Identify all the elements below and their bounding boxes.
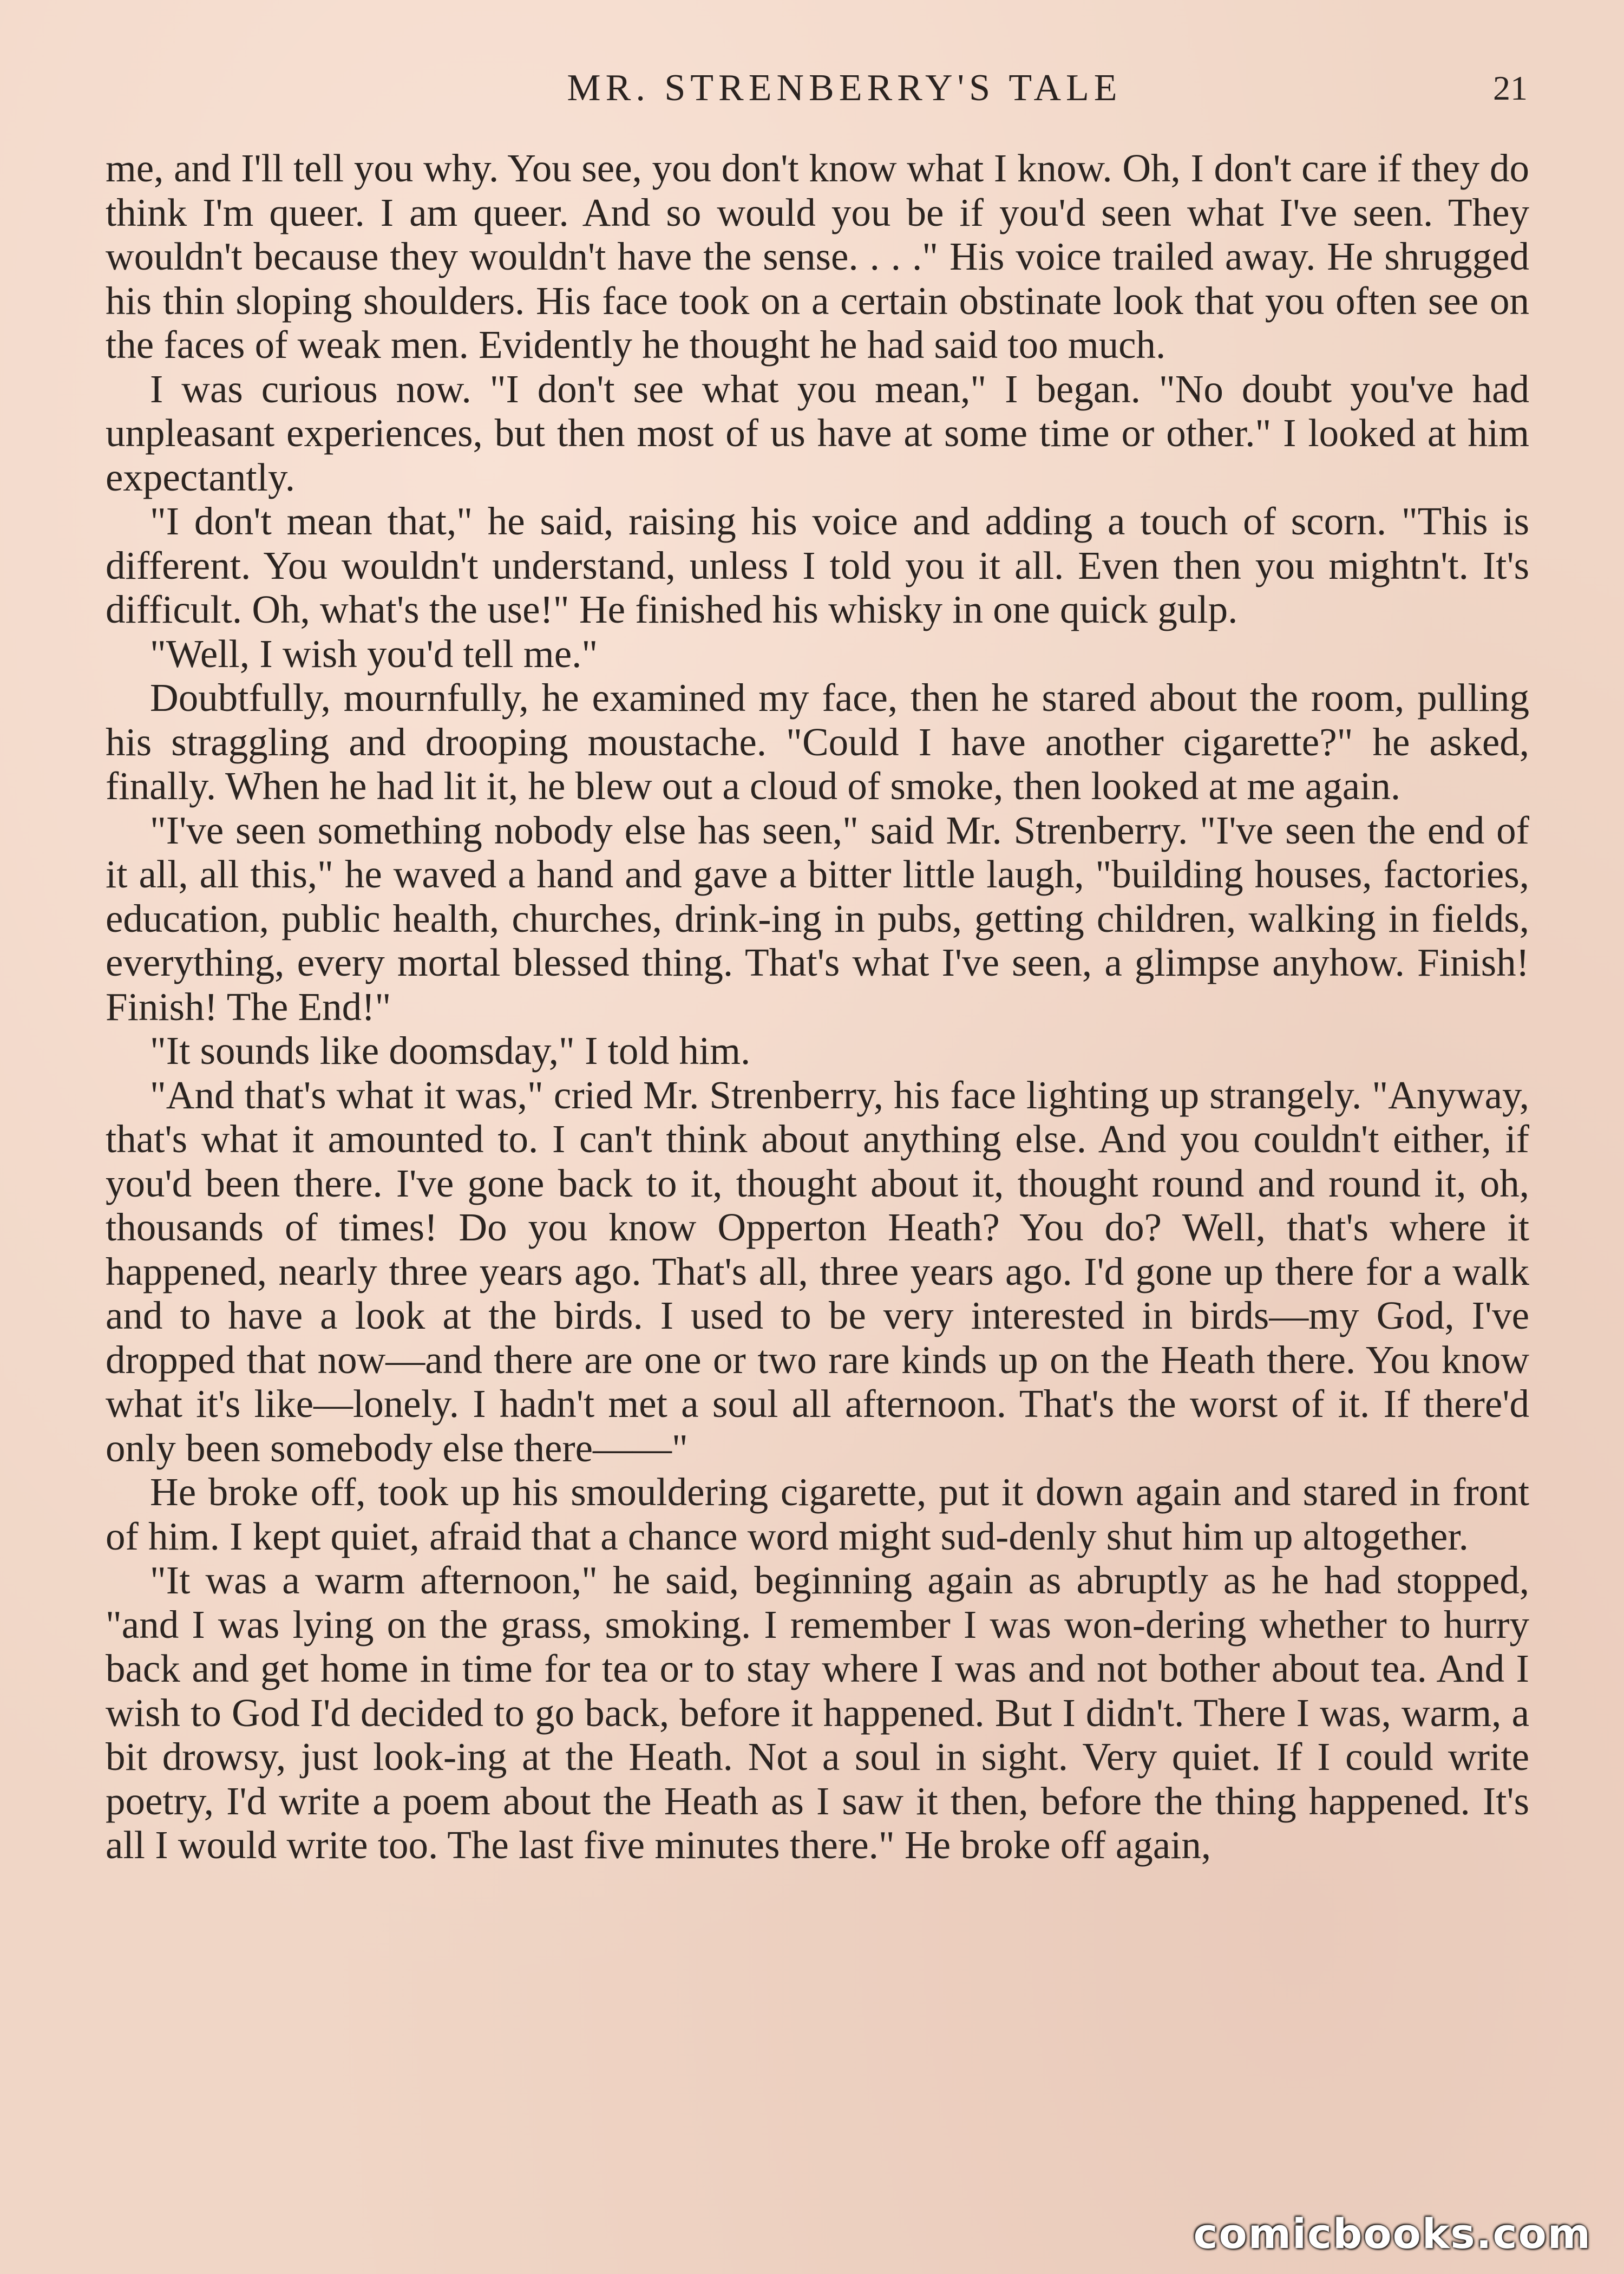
paragraph: He broke off, took up his smouldering cigarette, put it down again and stared in front of him. I kept quiet, afraid that a chance word might sud-denly shut him up altogether. (106, 1470, 1529, 1558)
paragraph: me, and I'll tell you why. You see, you don't know what I know. Oh, I don't care if they do think I'm queer. I am queer. And so would you be if you'd seen what I've seen. They wouldn't because they wouldn't have the sense. . . ." His voice trailed away. He shrugged his thin sloping shoulders. His face took on a certain obstinate look that you often see on the faces of weak men. Evidently he thought he had said too much. (106, 146, 1529, 367)
running-title: MR. STRENBERRY'S TALE (567, 67, 1122, 109)
paragraph: "I've seen something nobody else has seen," said Mr. Strenberry. "I've seen the end of it all, all this," he waved a hand and gave a bitter little laugh, "building houses, factories, education, public health, churches, drink-ing in pubs, getting children, walking in fields, everything, every mortal blessed thing. That's what I've seen, a glimpse anyhow. Finish! Finish! The End!" (106, 808, 1529, 1029)
paragraph: Doubtfully, mournfully, he examined my face, then he stared about the room, pulling his straggling and drooping moustache. "Could I have another cigarette?" he asked, finally. When he had lit it, he blew out a cloud of smoke, then looked at me again. (106, 676, 1529, 808)
running-head (0, 64, 1624, 113)
page-number: 21 (1493, 69, 1528, 107)
paragraph: "Well, I wish you'd tell me." (150, 631, 598, 676)
body-text (106, 146, 1529, 1867)
paragraph: "It was a warm afternoon," he said, beginning again as abruptly as he had stopped, "and I was lying on the grass, smoking. I remember I was won-dering whether to hurry back and get home in time for tea or to stay where I was and not bother about tea. And I wish to God I'd decided to go back, before it happened. But I didn't. There I was, warm, a bit drowsy, just look-ing at the Heath. Not a soul in sight. Very quiet. If I could write poetry, I'd write a poem about the Heath as I saw it then, before the thing happened. It's all I would write too. The last five minutes there." He broke off again, (106, 1558, 1529, 1867)
paragraph: "I don't mean that," he said, raising his voice and adding a touch of scorn. "This is different. You wouldn't understand, unless I told you it all. Even then you mightn't. It's difficult. Oh, what's the use!" He finished his whisky in one quick gulp. (106, 499, 1529, 631)
paragraph: "And that's what it was," cried Mr. Strenberry, his face lighting up strangely. "Anyway, that's what it amounted to. I can't think about anything else. And you couldn't either, if you'd been there. I've gone back to it, thought about it, thought round and round it, oh, thousands of times! Do you know Opperton Heath? You do? Well, that's where it happened, nearly three years ago. That's all, three years ago. I'd gone up there for a walk and to have a look at the birds. I used to be very interested in birds—my God, I've dropped that now—and there are one or two rare kinds up on the Heath there. You know what it's like—lonely. I hadn't met a soul all afternoon. That's the worst of it. If there'd only been somebody else there——" (106, 1073, 1529, 1470)
paragraph: "It sounds like doomsday," I told him. (150, 1029, 751, 1073)
paragraph: I was curious now. "I don't see what you mean," I began. "No doubt you've had unpleasant experiences, but then most of us have at some time or other." I looked at him expectantly. (106, 367, 1529, 499)
watermark: comicbooks.com (1193, 2210, 1592, 2258)
